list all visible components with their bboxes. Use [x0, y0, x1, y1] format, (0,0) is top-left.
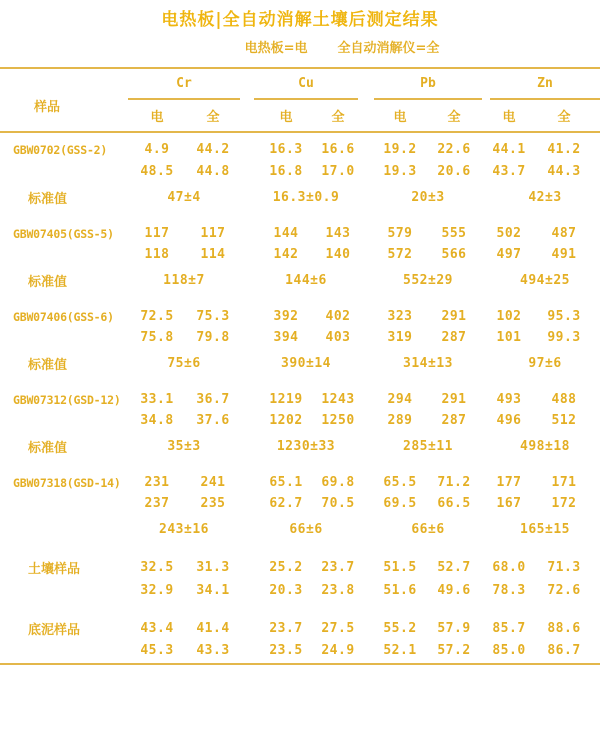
value-cell: 32.9	[140, 582, 174, 598]
column-gap	[240, 433, 254, 459]
value-cell: 70.5	[321, 495, 355, 511]
value-cell: 512	[551, 412, 577, 428]
method-header-cu-dian: 电	[254, 99, 318, 132]
value-cell: 65.1	[269, 475, 303, 490]
value-cell: 487	[551, 226, 577, 241]
table-body	[0, 132, 600, 664]
column-gap	[240, 293, 254, 324]
data-row	[0, 241, 600, 267]
column-gap	[358, 293, 374, 324]
value-cell: 392	[273, 309, 299, 324]
value-cell: 394	[273, 329, 299, 345]
value-cell: 20.6	[437, 163, 471, 179]
column-gap	[358, 542, 374, 577]
column-gap	[358, 603, 374, 638]
value-cell: 117	[200, 226, 226, 241]
column-gap	[482, 433, 490, 459]
value-cell: 23.7	[269, 621, 303, 636]
column-gap	[240, 542, 254, 577]
standard-value-cell: 498±18	[520, 438, 570, 454]
column-gap	[482, 376, 490, 407]
value-cell: 51.5	[383, 560, 417, 575]
value-cell: 57.2	[437, 643, 471, 658]
sample-label: 土壤样品	[28, 562, 81, 577]
sample-label: GBW0702(GSS-2)	[13, 142, 108, 157]
data-row	[0, 459, 600, 490]
column-gap	[358, 267, 374, 293]
column-gap	[240, 407, 254, 433]
value-cell: 237	[144, 495, 170, 511]
legend-hotplate: 电热板=电	[244, 41, 308, 56]
column-gap	[358, 638, 374, 664]
value-cell: 48.5	[140, 163, 174, 179]
column-gap	[240, 577, 254, 603]
column-gap	[482, 407, 490, 433]
sample-column-header: 样品	[0, 68, 128, 132]
value-cell: 78.3	[492, 582, 526, 598]
value-cell: 491	[551, 246, 577, 262]
value-cell: 43.3	[196, 643, 230, 658]
value-cell: 496	[496, 412, 522, 428]
column-gap	[482, 267, 490, 293]
value-cell: 167	[496, 495, 522, 511]
value-cell: 143	[325, 226, 351, 241]
value-cell: 142	[273, 246, 299, 262]
value-cell: 19.3	[383, 163, 417, 179]
standard-value-cell: 144±6	[285, 272, 327, 288]
standard-value-cell: 1230±33	[276, 438, 336, 454]
column-gap	[358, 184, 374, 210]
sample-label: GBW07312(GSD-12)	[13, 392, 121, 407]
legend-autodigester: 全自动消解仪=全	[337, 41, 440, 56]
data-row	[0, 158, 600, 184]
standard-label: 标准值	[28, 274, 68, 290]
standard-value-cell: 42±3	[528, 189, 562, 205]
value-cell: 24.9	[321, 643, 355, 658]
value-cell: 41.2	[547, 142, 581, 157]
value-cell: 44.8	[196, 163, 230, 179]
data-row	[0, 542, 600, 577]
column-gap	[358, 459, 374, 490]
value-cell: 114	[200, 246, 226, 262]
value-cell: 118	[144, 246, 170, 262]
column-gap	[240, 350, 254, 376]
value-cell: 62.7	[269, 495, 303, 511]
column-gap	[358, 68, 374, 132]
value-cell: 171	[551, 475, 577, 490]
standard-value-cell: 97±6	[528, 355, 562, 371]
column-gap	[358, 433, 374, 459]
column-gap	[240, 241, 254, 267]
element-header-zn: Zn	[490, 68, 600, 99]
column-gap	[240, 459, 254, 490]
standard-value-row	[0, 433, 600, 459]
value-cell: 51.6	[383, 582, 417, 598]
column-gap	[482, 241, 490, 267]
value-cell: 291	[441, 392, 467, 407]
column-gap	[240, 267, 254, 293]
data-row	[0, 577, 600, 603]
value-cell: 23.8	[321, 582, 355, 598]
value-cell: 49.6	[437, 582, 471, 598]
value-cell: 403	[325, 329, 351, 345]
value-cell: 16.8	[269, 163, 303, 179]
column-gap	[240, 132, 254, 158]
value-cell: 44.3	[547, 163, 581, 179]
sample-label	[0, 638, 128, 664]
column-gap	[482, 350, 490, 376]
standard-value-cell: 285±11	[403, 438, 453, 454]
value-cell: 65.5	[383, 475, 417, 490]
value-cell: 16.3	[269, 142, 303, 157]
column-gap	[240, 638, 254, 664]
column-gap	[240, 68, 254, 132]
value-cell: 43.4	[140, 621, 174, 636]
value-cell: 75.8	[140, 329, 174, 345]
value-cell: 68.0	[492, 560, 526, 575]
value-cell: 323	[387, 309, 413, 324]
value-cell: 88.6	[547, 621, 581, 636]
column-gap	[240, 158, 254, 184]
sample-label	[0, 158, 128, 184]
standard-value-cell: 16.3±0.9	[272, 189, 340, 205]
value-cell: 75.3	[196, 309, 230, 324]
sample-label: GBW07406(GSS-6)	[13, 309, 114, 324]
column-gap	[358, 516, 374, 542]
value-cell: 1202	[269, 412, 303, 428]
column-gap	[358, 350, 374, 376]
method-header-zn-dian: 电	[490, 99, 528, 132]
value-cell: 72.5	[140, 309, 174, 324]
value-cell: 85.0	[492, 643, 526, 658]
standard-value-cell: 552±29	[403, 272, 453, 288]
column-gap	[482, 293, 490, 324]
method-header-pb-dian: 电	[374, 99, 426, 132]
data-row	[0, 210, 600, 241]
value-cell: 493	[496, 392, 522, 407]
value-cell: 34.1	[196, 582, 230, 598]
data-row	[0, 376, 600, 407]
value-cell: 497	[496, 246, 522, 262]
value-cell: 488	[551, 392, 577, 407]
value-cell: 20.3	[269, 582, 303, 598]
value-cell: 44.1	[492, 142, 526, 157]
data-row	[0, 638, 600, 664]
column-gap	[482, 490, 490, 516]
value-cell: 241	[200, 475, 226, 490]
method-header-cr-quan: 全	[186, 99, 240, 132]
sample-label: 底泥样品	[28, 623, 81, 638]
value-cell: 43.7	[492, 163, 526, 179]
standard-value-cell: 75±6	[167, 355, 201, 371]
sample-label	[0, 577, 128, 603]
data-row	[0, 603, 600, 638]
value-cell: 69.8	[321, 475, 355, 490]
column-gap	[482, 68, 490, 132]
sample-label: GBW07318(GSD-14)	[13, 475, 121, 490]
value-cell: 287	[441, 412, 467, 428]
column-gap	[482, 158, 490, 184]
value-cell: 95.3	[547, 309, 581, 324]
value-cell: 66.5	[437, 495, 471, 511]
column-gap	[240, 516, 254, 542]
standard-value-row	[0, 350, 600, 376]
value-cell: 31.3	[196, 560, 230, 575]
value-cell: 144	[273, 226, 299, 241]
value-cell: 22.6	[437, 142, 471, 157]
value-cell: 140	[325, 246, 351, 262]
column-gap	[482, 638, 490, 664]
value-cell: 555	[441, 226, 467, 241]
value-cell: 45.3	[140, 643, 174, 658]
standard-value-row	[0, 516, 600, 542]
standard-label: 标准值	[28, 357, 68, 373]
value-cell: 19.2	[383, 142, 417, 157]
standard-value-cell: 47±4	[167, 189, 201, 205]
value-cell: 235	[200, 495, 226, 511]
column-gap	[358, 407, 374, 433]
value-cell: 117	[144, 226, 170, 241]
sample-label	[0, 324, 128, 350]
column-gap	[358, 376, 374, 407]
column-gap	[240, 324, 254, 350]
value-cell: 44.2	[196, 142, 230, 157]
column-gap	[482, 542, 490, 577]
standard-value-cell: 118±7	[163, 272, 205, 288]
column-gap	[482, 132, 490, 158]
standard-value-cell: 494±25	[520, 272, 570, 288]
value-cell: 23.7	[321, 560, 355, 575]
element-header-pb: Pb	[374, 68, 482, 99]
value-cell: 402	[325, 309, 351, 324]
table-header	[0, 68, 600, 132]
data-row	[0, 293, 600, 324]
standard-label: 标准值	[28, 191, 68, 207]
method-header-zn-quan: 全	[528, 99, 600, 132]
value-cell: 287	[441, 329, 467, 345]
column-gap	[240, 603, 254, 638]
column-gap	[482, 210, 490, 241]
method-header-pb-quan: 全	[426, 99, 482, 132]
value-cell: 79.8	[196, 329, 230, 345]
column-gap	[358, 210, 374, 241]
value-cell: 72.6	[547, 582, 581, 598]
value-cell: 294	[387, 392, 413, 407]
value-cell: 566	[441, 246, 467, 262]
value-cell: 41.4	[196, 621, 230, 636]
data-row	[0, 490, 600, 516]
value-cell: 4.9	[144, 142, 170, 157]
sample-label	[0, 407, 128, 433]
data-row	[0, 324, 600, 350]
data-row	[0, 407, 600, 433]
standard-label	[0, 516, 128, 542]
column-gap	[482, 324, 490, 350]
column-gap	[240, 376, 254, 407]
standard-label: 标准值	[28, 440, 68, 456]
method-header-cr-dian: 电	[128, 99, 186, 132]
data-row	[0, 132, 600, 158]
column-gap	[482, 577, 490, 603]
standard-value-cell: 243±16	[159, 521, 209, 537]
column-gap	[358, 324, 374, 350]
value-cell: 579	[387, 226, 413, 241]
method-legend	[42, 40, 600, 57]
column-gap	[358, 577, 374, 603]
value-cell: 27.5	[321, 621, 355, 636]
value-cell: 102	[496, 309, 522, 324]
page-title: 电热板|全自动消解土壤后测定结果	[161, 10, 439, 30]
value-cell: 34.8	[140, 412, 174, 428]
value-cell: 177	[496, 475, 522, 490]
standard-value-cell: 314±13	[403, 355, 453, 371]
standard-value-cell: 165±15	[520, 521, 570, 537]
column-gap	[482, 459, 490, 490]
value-cell: 17.0	[321, 163, 355, 179]
column-gap	[358, 158, 374, 184]
value-cell: 291	[441, 309, 467, 324]
value-cell: 52.7	[437, 560, 471, 575]
standard-value-cell: 66±6	[289, 521, 323, 537]
value-cell: 101	[496, 329, 522, 345]
value-cell: 71.3	[547, 560, 581, 575]
value-cell: 23.5	[269, 643, 303, 658]
value-cell: 69.5	[383, 495, 417, 511]
column-gap	[240, 184, 254, 210]
value-cell: 1243	[321, 392, 355, 407]
value-cell: 85.7	[492, 621, 526, 636]
value-cell: 572	[387, 246, 413, 262]
value-cell: 71.2	[437, 475, 471, 490]
sample-label: GBW07405(GSS-5)	[13, 226, 114, 241]
column-gap	[240, 490, 254, 516]
value-cell: 502	[496, 226, 522, 241]
standard-value-cell: 390±14	[281, 355, 331, 371]
standard-value-cell: 20±3	[411, 189, 445, 205]
standard-value-row	[0, 184, 600, 210]
value-cell: 16.6	[321, 142, 355, 157]
value-cell: 1250	[321, 412, 355, 428]
standard-value-cell: 35±3	[167, 438, 201, 454]
column-gap	[482, 184, 490, 210]
value-cell: 57.9	[437, 621, 471, 636]
results-table	[0, 67, 600, 665]
value-cell: 289	[387, 412, 413, 428]
sample-label	[0, 490, 128, 516]
column-gap	[358, 241, 374, 267]
value-cell: 172	[551, 495, 577, 511]
value-cell: 86.7	[547, 643, 581, 658]
value-cell: 36.7	[196, 392, 230, 407]
column-gap	[482, 603, 490, 638]
column-gap	[240, 210, 254, 241]
column-gap	[358, 132, 374, 158]
element-header-cu: Cu	[254, 68, 358, 99]
value-cell: 37.6	[196, 412, 230, 428]
value-cell: 52.1	[383, 643, 417, 658]
method-header-cu-quan: 全	[318, 99, 358, 132]
value-cell: 231	[144, 475, 170, 490]
element-header-cr: Cr	[128, 68, 240, 99]
value-cell: 1219	[269, 392, 303, 407]
sample-label	[0, 241, 128, 267]
value-cell: 25.2	[269, 560, 303, 575]
value-cell: 99.3	[547, 329, 581, 345]
column-gap	[482, 516, 490, 542]
standard-value-row	[0, 267, 600, 293]
column-gap	[358, 490, 374, 516]
value-cell: 33.1	[140, 392, 174, 407]
value-cell: 55.2	[383, 621, 417, 636]
value-cell: 32.5	[140, 560, 174, 575]
standard-value-cell: 66±6	[411, 521, 445, 537]
value-cell: 319	[387, 329, 413, 345]
